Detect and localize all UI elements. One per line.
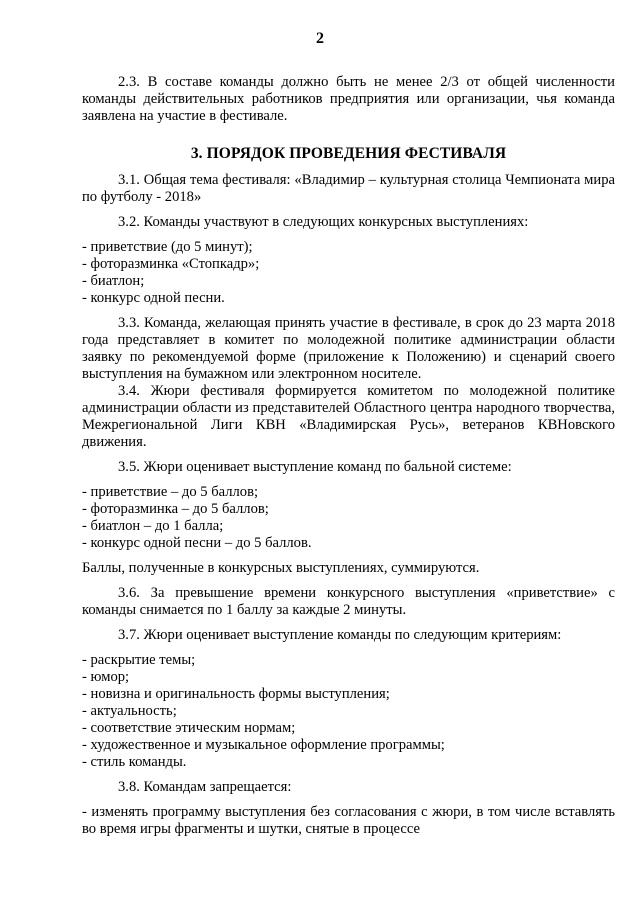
list-item: - актуальность; bbox=[82, 703, 177, 719]
list-3-5 bbox=[82, 484, 615, 552]
list-3-7 bbox=[82, 652, 615, 771]
list-item: - соответствие этическим нормам; bbox=[82, 720, 296, 736]
list-item: - приветствие – до 5 баллов; bbox=[82, 484, 259, 500]
list-item: - конкурс одной песни – до 5 баллов. bbox=[82, 535, 312, 551]
paragraph-3-2: 3.2. Команды участвуют в следующих конкурсных выступлениях: bbox=[118, 214, 529, 230]
section-3-heading: 3. ПОРЯДОК ПРОВЕДЕНИЯ ФЕСТИВАЛЯ bbox=[190, 145, 507, 162]
list-3-2 bbox=[82, 239, 615, 307]
list-item: - юмор; bbox=[82, 669, 130, 685]
list-item: - биатлон – до 1 балла; bbox=[82, 518, 224, 534]
list-item: - раскрытие темы; bbox=[82, 652, 196, 668]
paragraph-3-1: 3.1. Общая тема фестиваля: «Владимир – культурная столица Чемпионата мира по футболу - 2018» bbox=[82, 172, 615, 205]
paragraph-3-8: 3.8. Командам запрещается: bbox=[118, 779, 292, 795]
paragraph-points-sum: Баллы, полученные в конкурсных выступлениях, суммируются. bbox=[82, 560, 480, 576]
document-body bbox=[82, 74, 615, 838]
paragraph-3-6: 3.6. За превышение времени конкурсного выступления «приветствие» с команды снимается по 1 баллу за каждые 2 минуты. bbox=[82, 585, 615, 618]
paragraph-3-3: 3.3. Команда, желающая принять участие в фестивале, в срок до 23 марта 2018 года представляет в комитет по молодежной политике администрации области заявку по рекомендуемой форме (приложение к Положению) и сценарий своего выступления на бумажном или электронном носителе. bbox=[82, 315, 615, 382]
list-item: - художественное и музыкальное оформление программы; bbox=[82, 737, 445, 753]
list-item: - стиль команды. bbox=[82, 754, 187, 770]
paragraph-3-5: 3.5. Жюри оценивает выступление команд по бальной системе: bbox=[118, 459, 512, 475]
paragraph-3-7: 3.7. Жюри оценивает выступление команды по следующим критериям: bbox=[118, 627, 562, 643]
list-item: - приветствие (до 5 минут); bbox=[82, 239, 253, 255]
list-item: - фоторазминка «Стопкадр»; bbox=[82, 256, 260, 272]
paragraph-3-8-item: - изменять программу выступления без согласования с жюри, в том числе вставлять во время игры фрагменты и шутки, снятые в процессе bbox=[82, 804, 615, 837]
list-item: - новизна и оригинальность формы выступления; bbox=[82, 686, 390, 702]
paragraph-3-4: 3.4. Жюри фестиваля формируется комитетом по молодежной политике администрации области из представителей Областного центра народного творчества, Межрегиональной Лиги КВН «Владимирская Русь», ветеранов КВНовского движения. bbox=[82, 383, 615, 450]
page-number: 2 bbox=[316, 30, 324, 47]
list-item: - фоторазминка – до 5 баллов; bbox=[82, 501, 269, 517]
paragraph-2-3: 2.3. В составе команды должно быть не менее 2/3 от общей численности команды действительных работников предприятия или организации, чья команда заявлена на участие в фестивале. bbox=[82, 74, 615, 124]
list-item: - конкурс одной песни. bbox=[82, 290, 225, 306]
list-item: - биатлон; bbox=[82, 273, 145, 289]
